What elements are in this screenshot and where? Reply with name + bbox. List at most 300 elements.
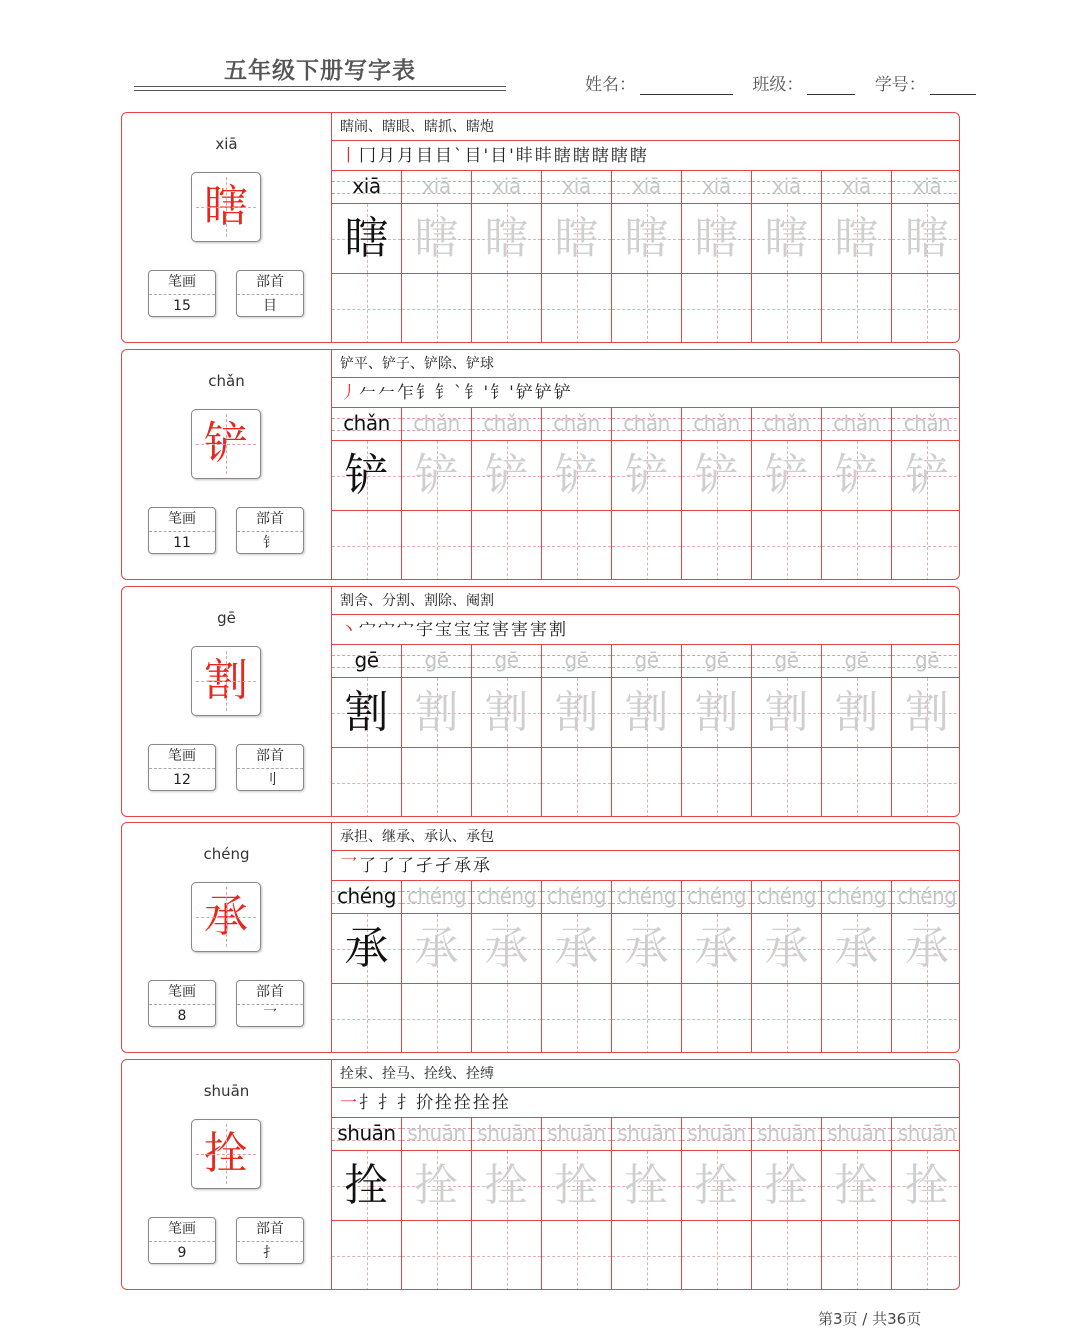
char-practice-cell[interactable] xyxy=(472,204,542,273)
pinyin-practice-cell[interactable]: shuān xyxy=(822,1118,892,1150)
stroke-step: 目 xyxy=(416,146,435,166)
empty-practice-cell[interactable] xyxy=(752,984,822,1053)
character-pinyin: gē xyxy=(217,609,236,627)
pinyin-practice-cell[interactable]: gē xyxy=(402,645,472,677)
char-practice-cell[interactable] xyxy=(752,1151,822,1220)
empty-practice-cell[interactable] xyxy=(612,984,682,1053)
pinyin-practice-cell[interactable]: chǎn xyxy=(542,408,612,440)
empty-practice-cell[interactable] xyxy=(752,274,822,343)
free-practice-row xyxy=(332,748,960,817)
char-practice-cell[interactable] xyxy=(752,678,822,747)
char-practice-cell[interactable] xyxy=(472,441,542,510)
character-pinyin: chéng xyxy=(203,845,250,863)
empty-practice-cell[interactable] xyxy=(682,511,752,580)
stroke-order xyxy=(332,141,959,171)
empty-practice-cell[interactable] xyxy=(612,511,682,580)
char-practice-cell[interactable] xyxy=(892,1151,960,1220)
stroke-step: 宇 xyxy=(416,620,435,640)
char-practice-cell[interactable] xyxy=(332,914,402,983)
student-id-field[interactable] xyxy=(875,70,976,95)
stroke-step: 宀 xyxy=(397,620,416,640)
stroke-step: 扌 xyxy=(359,1093,378,1113)
practice-char: 铲 xyxy=(554,449,599,501)
character-card xyxy=(121,349,960,580)
char-practice-cell[interactable] xyxy=(682,914,752,983)
empty-practice-cell[interactable] xyxy=(892,511,960,580)
practice-char: 拴 xyxy=(344,1159,389,1211)
char-practice-cell[interactable] xyxy=(542,914,612,983)
example-words: 割舍、分割、割除、阉割 xyxy=(332,587,959,615)
stroke-count-value: 11 xyxy=(173,535,191,551)
name-field[interactable] xyxy=(585,70,733,95)
pinyin-practice-cell[interactable]: chéng xyxy=(542,881,612,913)
empty-practice-cell[interactable] xyxy=(402,748,472,817)
empty-practice-cell[interactable] xyxy=(822,511,892,580)
pinyin-practice-cell[interactable]: chǎn xyxy=(612,408,682,440)
stroke-step: 丶 xyxy=(340,620,359,640)
practice-char: 承 xyxy=(905,922,949,974)
empty-practice-cell[interactable] xyxy=(752,511,822,580)
radical-box xyxy=(236,980,304,1027)
stroke-step: 宝 xyxy=(435,620,454,640)
practice-char: 瞎 xyxy=(764,212,809,264)
pinyin-practice-cell[interactable]: gē xyxy=(682,645,752,677)
char-practice-cell[interactable] xyxy=(682,678,752,747)
pinyin-practice-cell[interactable]: chǎn xyxy=(332,408,402,440)
free-practice-row xyxy=(332,1221,960,1290)
stroke-step: 盽 xyxy=(515,146,535,166)
pinyin-practice-cell[interactable]: chǎn xyxy=(892,408,960,440)
stroke-count-label: 笔画 xyxy=(149,271,215,295)
pinyin-practice-cell[interactable]: shuān xyxy=(682,1118,752,1150)
char-practice-cell[interactable] xyxy=(472,678,542,747)
model-character: 承 xyxy=(204,891,248,942)
stroke-step: 目' xyxy=(464,146,491,166)
empty-practice-cell[interactable] xyxy=(542,274,612,343)
char-practice-cell[interactable] xyxy=(682,204,752,273)
empty-practice-cell[interactable] xyxy=(682,274,752,343)
stroke-step: 盽 xyxy=(534,146,554,166)
stroke-order xyxy=(332,615,959,645)
pinyin-practice-cell[interactable]: chéng xyxy=(752,881,822,913)
char-practice-cell[interactable] xyxy=(612,204,682,273)
practice-char: 铲 xyxy=(414,449,459,501)
stroke-step: 瞎 xyxy=(629,146,649,166)
empty-practice-cell[interactable] xyxy=(402,511,472,580)
pinyin-practice-row xyxy=(332,408,960,441)
stroke-step: 害 xyxy=(511,620,530,640)
model-character-box xyxy=(191,409,261,479)
char-practice-cell[interactable] xyxy=(472,914,542,983)
char-practice-cell[interactable] xyxy=(542,204,612,273)
character-info-panel xyxy=(122,113,332,342)
char-practice-cell[interactable] xyxy=(682,1151,752,1220)
pinyin-practice-cell[interactable]: chéng xyxy=(822,881,892,913)
character-info-panel xyxy=(122,1060,332,1289)
practice-char: 承 xyxy=(414,922,459,974)
page-header xyxy=(0,0,1080,110)
practice-char: 割 xyxy=(344,686,389,738)
practice-char: 瞎 xyxy=(905,212,949,264)
practice-char: 承 xyxy=(834,922,879,974)
stroke-step: 乍 xyxy=(397,383,416,403)
stroke-count-label: 笔画 xyxy=(149,1218,215,1242)
char-practice-cell[interactable] xyxy=(892,914,960,983)
practice-grid xyxy=(332,587,959,816)
empty-practice-cell[interactable] xyxy=(472,984,542,1053)
pinyin-practice-cell[interactable]: chéng xyxy=(332,881,402,913)
pinyin-practice-cell[interactable]: xiā xyxy=(752,171,822,203)
stroke-step: 钅' xyxy=(490,383,516,403)
empty-practice-cell[interactable] xyxy=(822,1221,892,1290)
stroke-count-box xyxy=(148,744,216,791)
character-info-panel xyxy=(122,587,332,816)
pinyin-practice-cell[interactable]: chéng xyxy=(472,881,542,913)
stroke-count-value: 15 xyxy=(173,298,191,314)
practice-char: 承 xyxy=(624,922,669,974)
radical-value: 钅 xyxy=(263,535,277,551)
stroke-count-box xyxy=(148,980,216,1027)
stroke-step: 𠂉 xyxy=(378,383,397,403)
radical-label: 部首 xyxy=(237,1218,303,1242)
pinyin-practice-cell[interactable]: xiā xyxy=(682,171,752,203)
empty-practice-cell[interactable] xyxy=(612,1221,682,1290)
practice-char: 承 xyxy=(344,922,389,974)
empty-practice-cell[interactable] xyxy=(542,748,612,817)
practice-grid xyxy=(332,113,959,342)
practice-char: 割 xyxy=(905,686,949,738)
empty-practice-cell[interactable] xyxy=(472,1221,542,1290)
pinyin-practice-cell[interactable]: chéng xyxy=(402,881,472,913)
practice-char: 承 xyxy=(484,922,529,974)
empty-practice-cell[interactable] xyxy=(822,748,892,817)
stroke-step: 𠂉 xyxy=(359,383,378,403)
char-practice-cell[interactable] xyxy=(892,678,960,747)
char-practice-cell[interactable] xyxy=(402,441,472,510)
model-character: 瞎 xyxy=(204,181,248,232)
practice-char: 拴 xyxy=(834,1159,879,1211)
pinyin-practice-cell[interactable]: chéng xyxy=(892,881,960,913)
practice-char: 铲 xyxy=(624,449,669,501)
empty-practice-cell[interactable] xyxy=(892,984,960,1053)
stroke-step: 铲 xyxy=(515,383,535,403)
char-practice-cell[interactable] xyxy=(822,1151,892,1220)
stroke-step: 扌 xyxy=(397,1093,416,1113)
practice-char: 拴 xyxy=(905,1159,949,1211)
example-words: 铲平、铲子、铲除、铲球 xyxy=(332,350,959,378)
char-practice-cell[interactable] xyxy=(542,678,612,747)
pinyin-practice-cell[interactable]: gē xyxy=(542,645,612,677)
empty-practice-cell[interactable] xyxy=(542,984,612,1053)
char-practice-cell[interactable] xyxy=(752,914,822,983)
char-practice-cell[interactable] xyxy=(402,914,472,983)
pinyin-practice-cell[interactable]: xiā xyxy=(612,171,682,203)
student-id-blank[interactable] xyxy=(930,76,976,95)
practice-char: 铲 xyxy=(905,449,949,501)
practice-char: 拴 xyxy=(554,1159,599,1211)
empty-practice-cell[interactable] xyxy=(752,748,822,817)
character-card xyxy=(121,586,960,817)
stroke-step: 乛 xyxy=(340,856,359,876)
char-practice-cell[interactable] xyxy=(752,441,822,510)
char-practice-cell[interactable] xyxy=(402,678,472,747)
char-practice-cell[interactable] xyxy=(332,1151,402,1220)
char-practice-cell[interactable] xyxy=(542,1151,612,1220)
pinyin-practice-cell[interactable]: chǎn xyxy=(752,408,822,440)
stroke-step: 目' xyxy=(490,146,516,166)
practice-char: 瞎 xyxy=(414,212,459,264)
char-practice-cell[interactable] xyxy=(332,678,402,747)
stroke-step: 铲 xyxy=(553,383,573,403)
pinyin-practice-cell[interactable]: chǎn xyxy=(822,408,892,440)
radical-value: 目 xyxy=(263,298,277,314)
pinyin-practice-cell[interactable]: gē xyxy=(892,645,960,677)
pinyin-practice-row xyxy=(332,881,960,914)
stroke-step: 承 xyxy=(454,856,473,876)
char-practice-cell[interactable] xyxy=(402,1151,472,1220)
model-character: 铲 xyxy=(204,418,248,469)
title-underline xyxy=(134,86,506,91)
character-pinyin: chǎn xyxy=(208,372,245,390)
empty-practice-cell[interactable] xyxy=(892,748,960,817)
stroke-step: 割 xyxy=(549,620,568,640)
char-practice-cell[interactable] xyxy=(612,678,682,747)
practice-char: 拴 xyxy=(694,1159,739,1211)
practice-char: 铲 xyxy=(484,449,529,501)
empty-practice-cell[interactable] xyxy=(752,1221,822,1290)
empty-practice-cell[interactable] xyxy=(542,1221,612,1290)
character-card xyxy=(121,822,960,1053)
radical-box xyxy=(236,744,304,791)
character-info-panel xyxy=(122,350,332,579)
empty-practice-cell[interactable] xyxy=(612,274,682,343)
pinyin-practice-cell[interactable]: xiā xyxy=(892,171,960,203)
free-practice-row xyxy=(332,511,960,580)
char-trace-row xyxy=(332,914,960,984)
empty-practice-cell[interactable] xyxy=(892,274,960,343)
character-card xyxy=(121,112,960,343)
stroke-count-value: 8 xyxy=(177,1008,187,1024)
sheet-title: 五年级下册写字表 xyxy=(224,58,416,84)
empty-practice-cell[interactable] xyxy=(682,1221,752,1290)
stroke-step: 害 xyxy=(530,620,549,640)
char-practice-cell[interactable] xyxy=(822,441,892,510)
pinyin-practice-cell[interactable]: chéng xyxy=(682,881,752,913)
char-practice-cell[interactable] xyxy=(542,441,612,510)
pinyin-practice-cell[interactable]: xiā xyxy=(472,171,542,203)
empty-practice-cell[interactable] xyxy=(402,984,472,1053)
pinyin-practice-row xyxy=(332,1118,960,1151)
char-practice-cell[interactable] xyxy=(892,204,960,273)
practice-char: 铲 xyxy=(344,449,389,501)
char-trace-row xyxy=(332,204,960,274)
example-words: 承担、继承、承认、承包 xyxy=(332,823,959,851)
model-character-box xyxy=(191,882,261,952)
stroke-step: 瞎 xyxy=(553,146,573,166)
practice-char: 瞎 xyxy=(554,212,599,264)
free-practice-row xyxy=(332,274,960,343)
model-character-box xyxy=(191,646,261,716)
pinyin-practice-cell[interactable]: gē xyxy=(332,645,402,677)
char-practice-cell[interactable] xyxy=(612,1151,682,1220)
empty-practice-cell[interactable] xyxy=(822,274,892,343)
practice-char: 拴 xyxy=(414,1159,459,1211)
stroke-step: 宀 xyxy=(359,620,378,640)
stroke-step: 拴 xyxy=(454,1093,473,1113)
empty-practice-cell[interactable] xyxy=(332,984,402,1053)
practice-char: 割 xyxy=(554,686,599,738)
practice-char: 瞎 xyxy=(834,212,879,264)
char-trace-row xyxy=(332,678,960,748)
name-blank[interactable] xyxy=(640,76,733,95)
student-id-label: 学号： xyxy=(874,75,926,95)
stroke-step: 冂 xyxy=(359,146,378,166)
pinyin-practice-row xyxy=(332,171,960,204)
char-practice-cell[interactable] xyxy=(332,441,402,510)
stroke-count-label: 笔画 xyxy=(149,981,215,1005)
model-character: 割 xyxy=(204,655,248,706)
radical-value: 刂 xyxy=(263,772,277,788)
char-practice-cell[interactable] xyxy=(752,204,822,273)
practice-char: 割 xyxy=(624,686,669,738)
stroke-count-label: 笔画 xyxy=(149,508,215,532)
empty-practice-cell[interactable] xyxy=(332,274,402,343)
practice-char: 铲 xyxy=(764,449,809,501)
char-practice-cell[interactable] xyxy=(612,441,682,510)
radical-label: 部首 xyxy=(237,271,303,295)
stroke-count-box xyxy=(148,1217,216,1264)
model-character: 拴 xyxy=(204,1128,248,1179)
char-practice-cell[interactable] xyxy=(332,204,402,273)
pinyin-practice-cell[interactable]: xiā xyxy=(332,171,402,203)
practice-char: 割 xyxy=(414,686,459,738)
pinyin-practice-cell[interactable]: gē xyxy=(752,645,822,677)
char-practice-cell[interactable] xyxy=(822,678,892,747)
practice-char: 承 xyxy=(694,922,739,974)
pinyin-practice-cell[interactable]: chǎn xyxy=(402,408,472,440)
empty-practice-cell[interactable] xyxy=(822,984,892,1053)
name-label: 姓名： xyxy=(585,75,636,95)
empty-practice-cell[interactable] xyxy=(542,511,612,580)
pinyin-practice-cell[interactable]: gē xyxy=(612,645,682,677)
class-field[interactable] xyxy=(752,70,855,95)
practice-char: 割 xyxy=(484,686,529,738)
stroke-step: 扴 xyxy=(416,1093,435,1113)
practice-char: 瞎 xyxy=(694,212,739,264)
practice-char: 承 xyxy=(554,922,599,974)
empty-practice-cell[interactable] xyxy=(332,1221,402,1290)
character-pinyin: shuān xyxy=(203,1082,250,1100)
stroke-step: 钅 xyxy=(416,383,435,403)
stroke-step: 宀 xyxy=(378,620,397,640)
stroke-step: 丨 xyxy=(340,146,359,166)
stroke-order xyxy=(332,1088,959,1118)
pinyin-practice-cell[interactable]: xiā xyxy=(822,171,892,203)
pinyin-practice-cell[interactable]: gē xyxy=(472,645,542,677)
practice-grid xyxy=(332,823,959,1052)
page-number: 第3页 / 共36页 xyxy=(818,1310,922,1328)
empty-practice-cell[interactable] xyxy=(402,1221,472,1290)
empty-practice-cell[interactable] xyxy=(612,748,682,817)
stroke-step: 宝 xyxy=(454,620,473,640)
char-trace-row xyxy=(332,1151,960,1221)
pinyin-practice-cell[interactable]: chéng xyxy=(612,881,682,913)
pinyin-practice-cell[interactable]: chǎn xyxy=(472,408,542,440)
empty-practice-cell[interactable] xyxy=(332,511,402,580)
class-label: 班级： xyxy=(752,75,804,95)
stroke-step: 孑 xyxy=(435,856,454,876)
practice-char: 割 xyxy=(834,686,879,738)
empty-practice-cell[interactable] xyxy=(682,984,752,1053)
empty-practice-cell[interactable] xyxy=(472,274,542,343)
char-practice-cell[interactable] xyxy=(472,1151,542,1220)
char-practice-cell[interactable] xyxy=(822,204,892,273)
radical-label: 部首 xyxy=(237,508,303,532)
practice-grid xyxy=(332,350,959,579)
radical-value: 乛 xyxy=(263,1008,277,1024)
stroke-step: 丿 xyxy=(340,383,359,403)
empty-practice-cell[interactable] xyxy=(402,274,472,343)
stroke-count-value: 9 xyxy=(177,1245,187,1261)
empty-practice-cell[interactable] xyxy=(472,748,542,817)
example-words: 瞎闹、瞎眼、瞎抓、瞎炮 xyxy=(332,113,959,141)
pinyin-practice-cell[interactable]: shuān xyxy=(402,1118,472,1150)
empty-practice-cell[interactable] xyxy=(892,1221,960,1290)
pinyin-practice-cell[interactable]: shuān xyxy=(752,1118,822,1150)
pinyin-practice-cell[interactable]: shuān xyxy=(542,1118,612,1150)
stroke-step: 孑 xyxy=(416,856,435,876)
practice-char: 瞎 xyxy=(624,212,669,264)
stroke-count-value: 12 xyxy=(173,772,191,788)
stroke-step: 拴 xyxy=(435,1093,454,1113)
pinyin-practice-cell[interactable]: shuān xyxy=(892,1118,960,1150)
stroke-step: 宝 xyxy=(473,620,492,640)
practice-char: 割 xyxy=(764,686,809,738)
pinyin-practice-cell[interactable]: shuān xyxy=(332,1118,402,1150)
pinyin-practice-cell[interactable]: shuān xyxy=(612,1118,682,1150)
char-practice-cell[interactable] xyxy=(682,441,752,510)
char-practice-cell[interactable] xyxy=(612,914,682,983)
practice-char: 拴 xyxy=(484,1159,529,1211)
char-practice-cell[interactable] xyxy=(402,204,472,273)
radical-label: 部首 xyxy=(237,981,303,1005)
pinyin-practice-cell[interactable]: shuān xyxy=(472,1118,542,1150)
pinyin-practice-cell[interactable]: xiā xyxy=(402,171,472,203)
practice-char: 铲 xyxy=(834,449,879,501)
practice-grid xyxy=(332,1060,959,1289)
class-blank[interactable] xyxy=(807,76,855,95)
stroke-order xyxy=(332,851,959,881)
empty-practice-cell[interactable] xyxy=(682,748,752,817)
stroke-step: 拴 xyxy=(492,1093,511,1113)
char-practice-cell[interactable] xyxy=(822,914,892,983)
char-practice-cell[interactable] xyxy=(892,441,960,510)
radical-box xyxy=(236,507,304,554)
pinyin-practice-cell[interactable]: xiā xyxy=(542,171,612,203)
stroke-count-label: 笔画 xyxy=(149,745,215,769)
stroke-order xyxy=(332,378,959,408)
radical-box xyxy=(236,270,304,317)
stroke-step: 瞎 xyxy=(610,146,630,166)
empty-practice-cell[interactable] xyxy=(332,748,402,817)
stroke-step: 铲 xyxy=(534,383,554,403)
empty-practice-cell[interactable] xyxy=(472,511,542,580)
practice-char: 割 xyxy=(694,686,739,738)
pinyin-practice-cell[interactable]: chǎn xyxy=(682,408,752,440)
stroke-step: 瞎 xyxy=(591,146,611,166)
pinyin-practice-cell[interactable]: gē xyxy=(822,645,892,677)
model-character-box xyxy=(191,172,261,242)
